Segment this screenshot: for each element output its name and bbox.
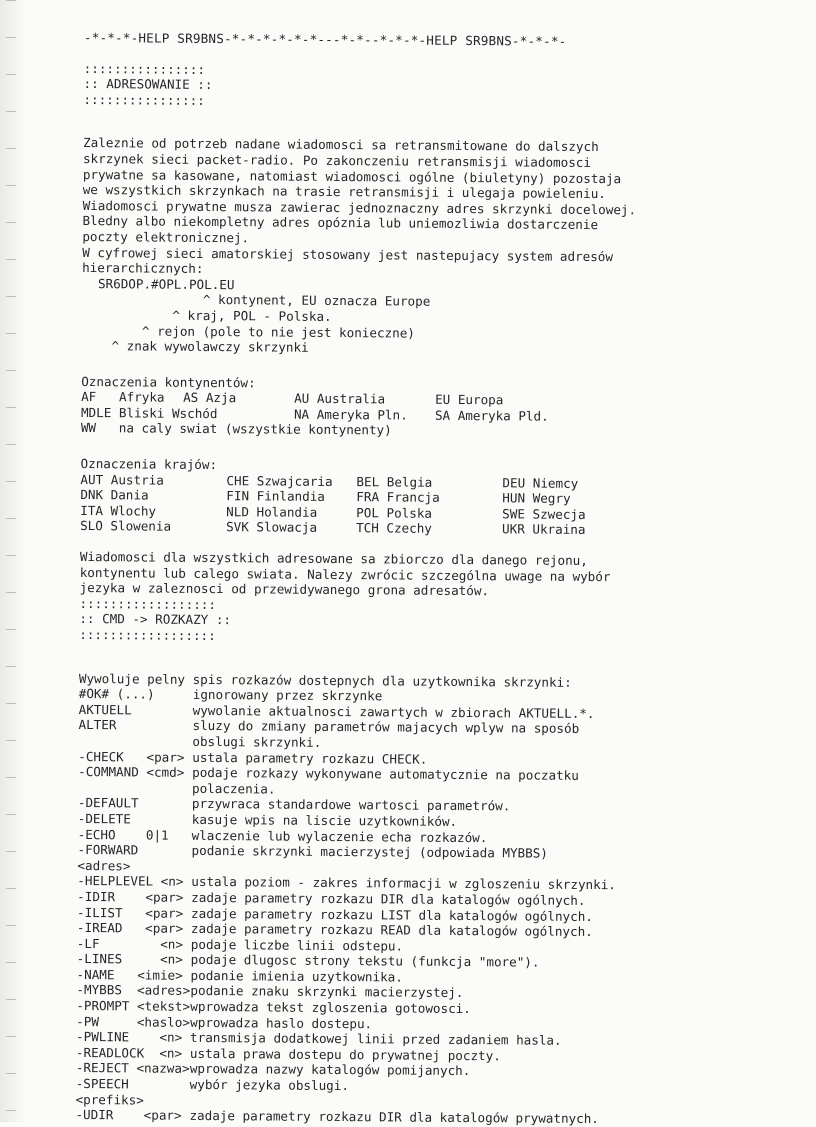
- command-name: -CHECK <par>: [78, 748, 185, 765]
- paragraph-line: Zaleznie od potrzeb nadane wiadomosci sa retransmitowane do dalszych: [83, 135, 599, 155]
- section-border-top: ::::::::::::::::::: [79, 595, 217, 612]
- section-border-bottom: ::::::::::::::::::: [79, 626, 216, 644]
- command-name: -PWLINE <n>: [76, 1029, 183, 1046]
- command-description: ustala parametry rozkazu CHECK.: [192, 749, 428, 767]
- broadcast-paragraph: [80, 549, 650, 600]
- country-cell: NLD Holandia: [226, 503, 318, 520]
- example-note: ^ kraj, POL - Polska.: [111, 307, 332, 324]
- command-name: -IREAD <par>: [76, 920, 184, 936]
- paragraph-line: Bledny albo niekompletny adres opóznia lub uniemozliwia dostarczenie: [82, 213, 599, 233]
- command-name: -UDIR <par>: [75, 1107, 182, 1124]
- country-cell: SLO Slowenia: [80, 518, 172, 535]
- country-cell: UKR Ukraina: [502, 521, 586, 538]
- command-name: -PROMPT <tekst>: [76, 998, 191, 1014]
- command-name: AKTUELL: [78, 701, 132, 718]
- command-name: -LF <n>: [76, 935, 184, 952]
- continent-cell: SA Ameryka Pld.: [434, 407, 549, 424]
- example-note: ^ znak wywolawczy skrzynki: [111, 338, 309, 355]
- paragraph-line: kontynentu lub calego swiata. Nalezy zwrócic szczególna uwage na wybór: [79, 564, 611, 584]
- command-description: wywolanie aktualnosci zawartych w zbiorach AKTUELL.*.: [192, 702, 595, 721]
- country-cell: AUT Austria: [80, 471, 164, 488]
- command-name: -DELETE: [77, 810, 131, 827]
- example-note: ^ rejon (pole to nie jest konieczne): [111, 322, 415, 341]
- page-header: -*-*-*-HELP SR9BNS-*-*-*-*-*-*---*-*--*-*-*-HELP SR9BNS-*-*-*-: [83, 30, 567, 49]
- country-cell: SWE Szwecja: [502, 506, 586, 522]
- document-page: [75, 30, 654, 1127]
- section-cmd: [75, 596, 649, 1127]
- command-description: wybór jezyka obslugi.: [189, 1076, 350, 1094]
- commands-intro: Wywoluje pelny spis rozkazów dostepnych dla uzytkownika skrzynki:: [78, 670, 572, 690]
- command-name: -HELPLEVEL <n>: [77, 873, 184, 890]
- command-description: wlaczenie lub wylaczenie echa rozkazów.: [191, 827, 488, 845]
- command-description: ignorowany przez skrzynke: [192, 687, 383, 704]
- command-description: wprowadza tekst zgloszenia gotowosci.: [190, 998, 471, 1017]
- country-cell: BEL Belgia: [356, 473, 433, 490]
- section-adresowanie: [81, 61, 653, 359]
- country-cell: DNK Dania: [80, 487, 149, 503]
- command-name: -ILIST <par>: [77, 904, 184, 921]
- command-name: -ECHO 0|1: [77, 826, 169, 843]
- continent-cell: WW na caly swiat (wszystkie kontynenty): [80, 420, 392, 438]
- paragraph-line: Wiadomosci dla wszystkich adresowane sa zbiorczo dla danego rejonu,: [79, 549, 588, 569]
- country-cell: SVK Slowacja: [226, 519, 318, 536]
- country-cell: FRA Francja: [356, 489, 440, 506]
- section-title: :: ADRESOWANIE ::: [83, 76, 213, 93]
- command-description: transmisja dodatkowej linii przed zadaniem hasla.: [190, 1030, 562, 1049]
- continent-cell: AF Afryka: [81, 389, 165, 405]
- command-description: podaje liczbe linii odstepu.: [190, 936, 404, 954]
- paragraph-line: jezyka w zaleznosci od przewidywanego grona adresatów.: [79, 580, 490, 599]
- paragraph-line: hierarchicznych:: [82, 260, 204, 277]
- paragraph-line: skrzynek sieci packet-radio. Po zakonczeniu retransmisji wiadomosci: [82, 150, 592, 170]
- countries-heading: Oznaczenia krajów:: [80, 456, 218, 473]
- country-cell: ITA Wlochy: [80, 502, 157, 519]
- country-cell: POL Polska: [356, 504, 433, 521]
- continent-cell: AS Azja: [183, 390, 237, 406]
- country-cell: HUN Wegry: [502, 490, 571, 507]
- continents-heading: Oznaczenia kontynentów:: [81, 373, 256, 391]
- command-description: sluzy do zmiany parametrów majacych wplyw na sposób obslugi skrzynki.: [192, 718, 580, 750]
- paragraph-line: we wszystkich skrzynkach na trasie retransmisji i ulegaja powieleniu.: [82, 182, 606, 202]
- country-cell: TCH Czechy: [356, 520, 432, 537]
- example-note: ^ kontynent, EU oznacza Europe: [111, 291, 431, 310]
- address-example: SR6DOP.#OPL.POL.EU: [97, 275, 235, 292]
- command-description: zadaje parametry rozkazu DIR dla katalogów ogólnych.: [191, 889, 586, 908]
- command-name: -COMMAND <cmd>: [78, 764, 185, 780]
- command-name: ALTER: [78, 717, 117, 733]
- command-name: -NAME <imie>: [76, 966, 183, 983]
- paragraph-line: prywatne sa kasowane, natomiast wiadomosci ogólne (biuletyny) pozostaja: [82, 166, 622, 186]
- section-border-bottom: ::::::::::::::::: [83, 91, 205, 108]
- paragraph-line: W cyfrowej sieci amatorskiej stosowany jest nastepujacy system adresów: [82, 244, 614, 264]
- commands-list: [75, 686, 648, 1127]
- command-description: wprowadza nazwy katalogów pomijanych.: [189, 1061, 471, 1079]
- command-description: podaje dlugosc strony tekstu (funkcja "more").: [190, 952, 540, 970]
- continents-block: [81, 374, 651, 441]
- command-description: ustala poziom - zakres informacji w zgloszeniu skrzynki.: [191, 874, 616, 893]
- command-name: -LINES <n>: [76, 951, 183, 968]
- continent-cell: NA Ameryka Pln.: [293, 406, 408, 423]
- continent-cell: AU Australia: [294, 390, 386, 407]
- continent-cell: [183, 406, 288, 422]
- paragraph-line: Wiadomosci prywatne musza zawierac jednoznaczny adres skrzynki docelowej.: [82, 197, 637, 218]
- command-name: -MYBBS <adres>: [76, 982, 191, 999]
- command-description: podaje rozkazy wykonywane automatycznie na poczatku polaczenia.: [191, 765, 579, 797]
- scan-edge-marks: [6, 0, 16, 1122]
- command-description: podanie imienia uzytkownika.: [190, 967, 403, 985]
- paragraph-line: poczty elektronicznej.: [82, 228, 250, 246]
- command-description: ustala prawa dostepu do prywatnej poczty.: [189, 1045, 501, 1064]
- command-name: -PW <haslo>: [76, 1013, 191, 1030]
- addressing-paragraph: [82, 135, 653, 280]
- section-border-top: ::::::::::::::::: [83, 60, 206, 77]
- command-description: zadaje parametry rozkazu LIST dla katalogów ogólnych.: [191, 905, 593, 924]
- continent-cell: EU Europa: [435, 392, 504, 408]
- continent-cell: MDLE Bliski Wschód: [80, 404, 218, 421]
- command-name: #OK# (...): [78, 686, 155, 702]
- countries-block: [80, 456, 651, 538]
- command-name: -DEFAULT: [77, 795, 139, 811]
- country-cell: DEU Niemcy: [502, 474, 579, 491]
- command-description: przywraca standardowe wartosci parametrów.: [191, 796, 511, 814]
- continents-table: [81, 389, 651, 440]
- countries-table: [80, 472, 650, 539]
- command-description: kasuje wpis na liscie uzytkowników.: [191, 811, 458, 829]
- command-description: zadaje parametry rozkazu READ dla katalogów ogólnych.: [190, 920, 593, 940]
- command-description: podanie skrzynki macierzystej (odpowiada MYBBS): [191, 842, 548, 861]
- country-cell: CHE Szwajcaria: [226, 472, 333, 489]
- command-name: -SPEECH <prefiks>: [75, 1075, 144, 1108]
- country-cell: FIN Finlandia: [226, 488, 325, 505]
- address-example-notes: [81, 291, 651, 358]
- command-description: zadaje parametry rozkazu DIR dla katalogów prywatnych.: [189, 1108, 599, 1127]
- command-description: wprowadza haslo dostepu.: [190, 1014, 373, 1031]
- command-name: -IDIR <par>: [77, 888, 184, 905]
- section-title: :: CMD -> ROZKAZY ::: [79, 611, 232, 628]
- command-name: -READLOCK <n>: [75, 1044, 183, 1061]
- command-description: podanie znaku skrzynki macierzystej.: [190, 983, 464, 1001]
- command-name: -FORWARD <adres>: [77, 842, 146, 874]
- command-name: -REJECT <nazwa>: [75, 1060, 190, 1077]
